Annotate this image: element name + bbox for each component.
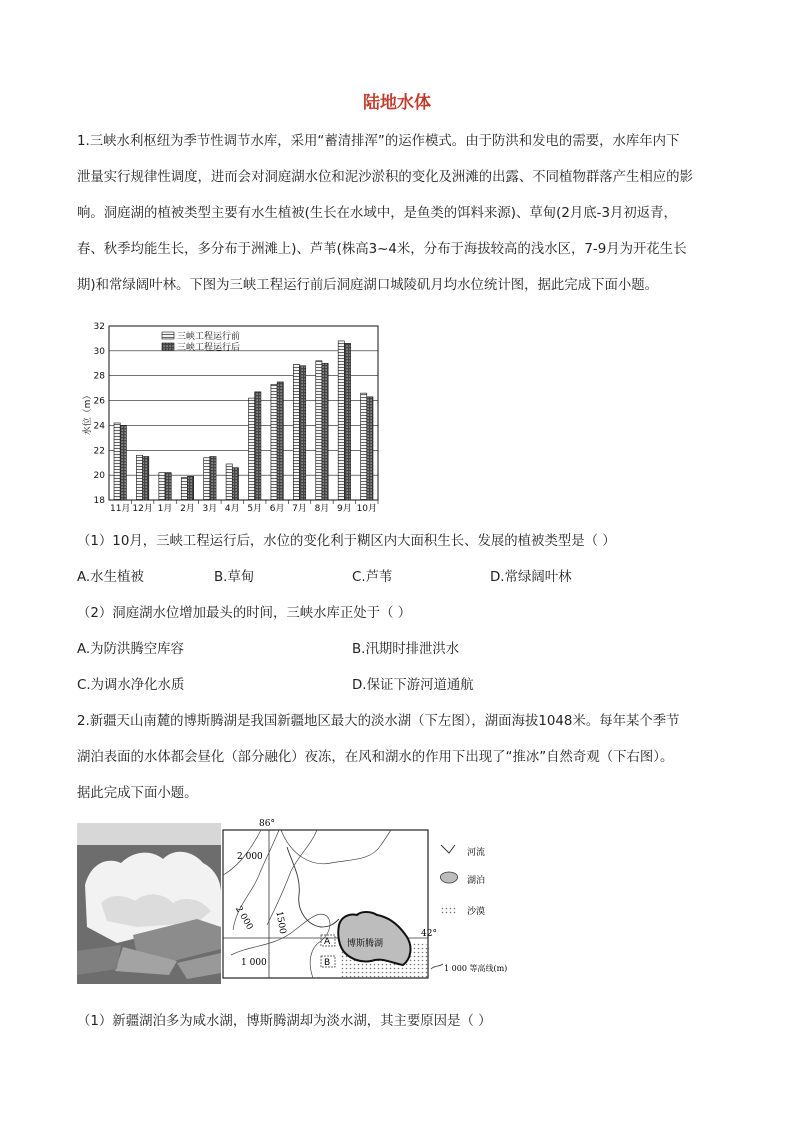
- y-axis-label: 水位（m）: [83, 390, 93, 436]
- x-tick-label: 10月: [356, 504, 378, 514]
- q1-sub1-option-d[interactable]: D.常绿阔叶林: [490, 570, 572, 585]
- q1-sub2-option-d[interactable]: D.保证下游河道通航: [352, 678, 474, 693]
- bar-after: [322, 363, 328, 500]
- bar-after: [187, 476, 193, 500]
- parallel-label: 42°: [421, 929, 437, 939]
- q2-sub1: （1）新疆湖泊多为咸水湖，博斯腾湖却为淡水湖，其主要原因是（ ）: [77, 1014, 492, 1029]
- q2-stem-line: 据此完成下面小题。: [77, 786, 198, 801]
- q2-stem-line: 湖泊表面的水体都会昼化（部分融化）夜冻，在风和湖水的作用下出现了“推冰”自然奇观（下右图）。: [77, 750, 674, 765]
- q1-stem-line: 期)和常绿阔叶林。下图为三峡工程运行前后洞庭湖口城陵矶月均水位统计图，据此完成下面小题。: [77, 278, 659, 293]
- q1-sub1-option-a[interactable]: A.水生植被: [77, 570, 144, 585]
- x-tick-label: 6月: [269, 504, 285, 514]
- point-a-label: A: [324, 937, 331, 947]
- bar-after: [143, 457, 149, 501]
- lake-label: 博斯腾湖: [347, 939, 384, 949]
- lake-legend-icon: [440, 872, 457, 883]
- y-tick-label: 22: [93, 446, 105, 457]
- plot-frame: [109, 326, 378, 500]
- x-tick-label: 7月: [292, 504, 307, 514]
- legend-swatch: [162, 343, 174, 350]
- q1-stem-line: 泄量实行规律性调度，进而会对洞庭湖水位和泥沙淤积的变化及洲滩的出露、不同植物群落产生相应的影: [77, 170, 693, 185]
- y-tick-label: 32: [93, 322, 105, 332]
- bar-before: [181, 478, 187, 500]
- y-tick-label: 24: [93, 421, 105, 432]
- x-tick-label: 1月: [157, 504, 173, 514]
- bar-before: [249, 398, 255, 500]
- y-tick-label: 30: [93, 346, 105, 357]
- q1-stem-line: 响。洞庭湖的植被类型主要有水生植被(生长在水域中，是鱼类的饵料来源)、草甸(2月底-3月初返青，: [77, 206, 677, 221]
- contour-label: 1 000: [241, 958, 267, 968]
- y-tick-label: 26: [93, 396, 105, 407]
- q1-sub2-option-c[interactable]: C.为调水净化水质: [77, 678, 185, 693]
- desert-legend-icon: [441, 905, 457, 914]
- bar-before: [226, 464, 232, 500]
- q1-stem-line: 春、秋季均能生长，多分布于洲滩上)、芦苇(株高3~4米，分布于海拔较高的浅水区，7-9月为开花生长: [77, 242, 687, 257]
- q2-stem: [77, 704, 717, 812]
- legend-label: 沙漠: [467, 907, 486, 917]
- q1-sub2: （2）洞庭湖水位增加最头的时间，三峡水库正处于（ ）: [77, 606, 412, 621]
- x-tick-label: 9月: [337, 504, 352, 514]
- q1-sub1-option-c[interactable]: C.芦苇: [352, 570, 393, 585]
- x-tick-label: 2月: [180, 504, 195, 514]
- q1-sub1-option-b[interactable]: B.草甸: [214, 570, 255, 585]
- q1-stem-line: 1.三峡水利枢纽为季节性调节水库，采用“蓄清排浑”的运作模式。由于防洪和发电的需要，水库年内下: [77, 134, 680, 149]
- legend-label: 湖泊: [467, 876, 486, 886]
- bar-after: [344, 343, 350, 500]
- x-tick-label: 3月: [202, 504, 218, 514]
- bar-before: [338, 341, 344, 500]
- x-tick-label: 4月: [224, 504, 240, 514]
- q1-sub2-option-b[interactable]: B.汛期时排泄洪水: [352, 642, 460, 657]
- contour-label: 1500: [273, 910, 288, 935]
- map-legend: [431, 845, 507, 973]
- bar-before: [316, 361, 322, 500]
- legend-label: 1 000 等高线(m): [444, 964, 508, 973]
- bar-after: [255, 392, 261, 500]
- contour-label: 2 000: [232, 904, 255, 932]
- bosten-lake-map: [221, 815, 531, 985]
- bar-after: [210, 457, 216, 501]
- x-tick-label: 8月: [314, 504, 330, 514]
- y-tick-label: 20: [93, 471, 105, 482]
- bar-after: [165, 473, 171, 500]
- bar-before: [271, 384, 277, 500]
- bar-after: [300, 366, 306, 500]
- x-tick-label: 12月: [132, 504, 153, 514]
- bar-before: [159, 473, 165, 500]
- bar-before: [136, 455, 142, 500]
- q1-sub1: （1）10月，三峡工程运行后，水位的变化利于糊区内大面积生长、发展的植被类型是（ ）: [77, 534, 616, 549]
- q1-sub2-option-a[interactable]: A.为防洪腾空库容: [77, 642, 184, 657]
- point-b-label: B: [324, 958, 331, 968]
- bar-after: [120, 425, 126, 500]
- water-level-bar-chart: [76, 312, 386, 514]
- bar-after: [277, 382, 283, 500]
- contour-legend-icon: [431, 964, 443, 969]
- ice-push-photo: [77, 823, 221, 984]
- x-tick-label: 11月: [109, 504, 131, 514]
- q1-stem: [77, 124, 717, 304]
- q2-stem-line: 2.新疆天山南麓的博斯腾湖是我国新疆地区最大的淡水湖（下左图），湖面海拔1048米。每年某个季节: [77, 714, 680, 729]
- contour-label: 2 000: [237, 852, 263, 862]
- legend-label: 三峡工程运行后: [177, 343, 241, 353]
- bar-after: [367, 397, 373, 500]
- bar-before: [114, 423, 120, 500]
- legend-label: 河流: [467, 848, 486, 858]
- bar-before: [204, 458, 210, 500]
- bar-before: [361, 393, 367, 500]
- bar-after: [232, 468, 238, 500]
- page-title: 陆地水体: [363, 93, 431, 113]
- river-legend-icon: [441, 845, 455, 853]
- x-tick-label: 5月: [247, 504, 263, 514]
- y-tick-label: 28: [93, 371, 105, 382]
- y-tick-label: 18: [93, 496, 105, 506]
- photo-sky: [77, 823, 221, 845]
- bar-before: [293, 365, 299, 500]
- legend-label: 三峡工程运行前: [177, 332, 241, 342]
- meridian-label: 86°: [259, 819, 275, 829]
- legend-swatch: [162, 332, 174, 339]
